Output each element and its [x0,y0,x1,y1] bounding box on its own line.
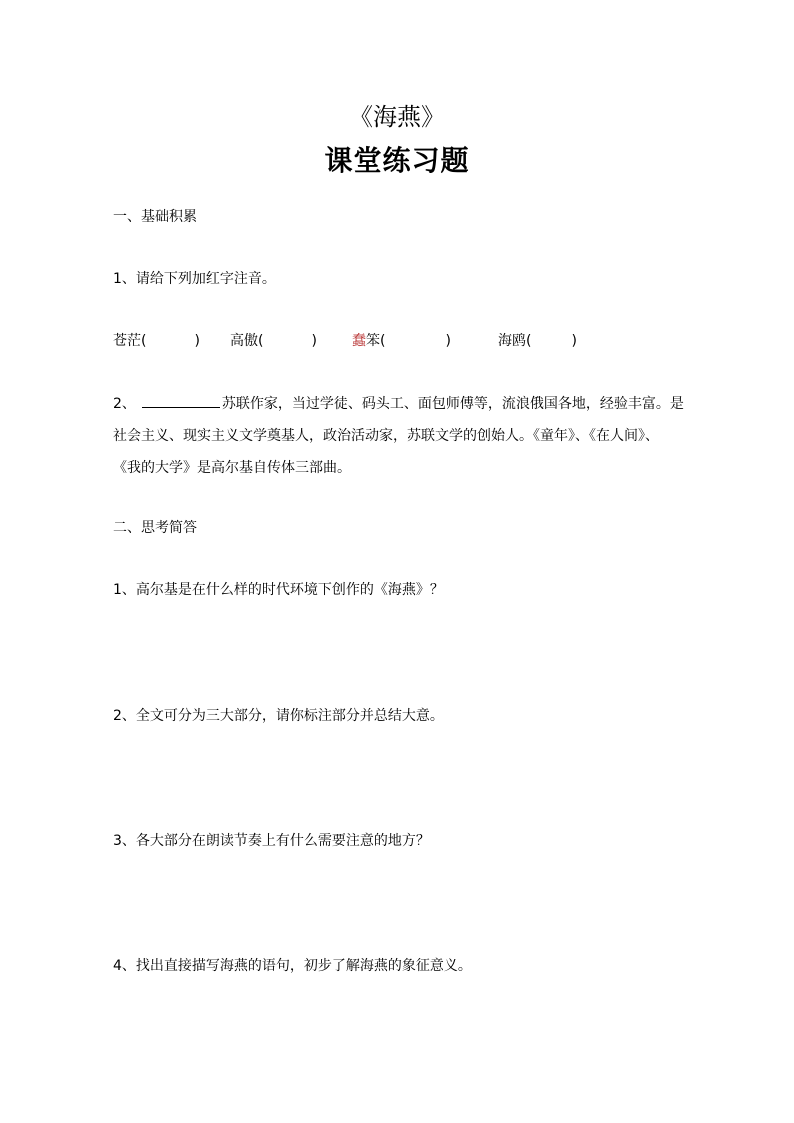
question-1-prompt: 1、请给下列加红字注音。 [113,271,276,287]
word-item: 蠢笨( ) [352,333,451,349]
answer-blank[interactable] [142,406,220,408]
section-heading-basic: 一、基础积累 [113,209,197,225]
section-heading-thinking: 二、思考简答 [113,520,197,536]
document-title: 《海燕》 [349,103,445,131]
short-answer-question: 3、各大部分在朗读节奏上有什么需要注意的地方？ [113,833,430,849]
document-subtitle: 课堂练习题 [324,144,470,177]
word-item: 海鸥( ) [498,333,577,349]
word-item: 苍茫( ) [113,333,200,349]
short-answer-question: 2、全文可分为三大部分，请你标注部分并总结大意。 [113,708,444,724]
word-item: 高傲( ) [230,333,317,349]
short-answer-question: 1、高尔基是在什么样的时代环境下创作的《海燕》？ [113,582,444,598]
question-2-text: 2、 苏联作家，当过学徒、码头工、面包师傅等，流浪俄国各地，经验丰富。是 社会主义、现实主义文学奠基人，政治活动家，苏联文学的创始人。《童年》、《在人间》、 《我的大学》是高尔基自传体三部曲。 [113,396,684,476]
short-answer-question: 4、找出直接描写海燕的语句，初步了解海燕的象征意义。 [113,958,472,974]
